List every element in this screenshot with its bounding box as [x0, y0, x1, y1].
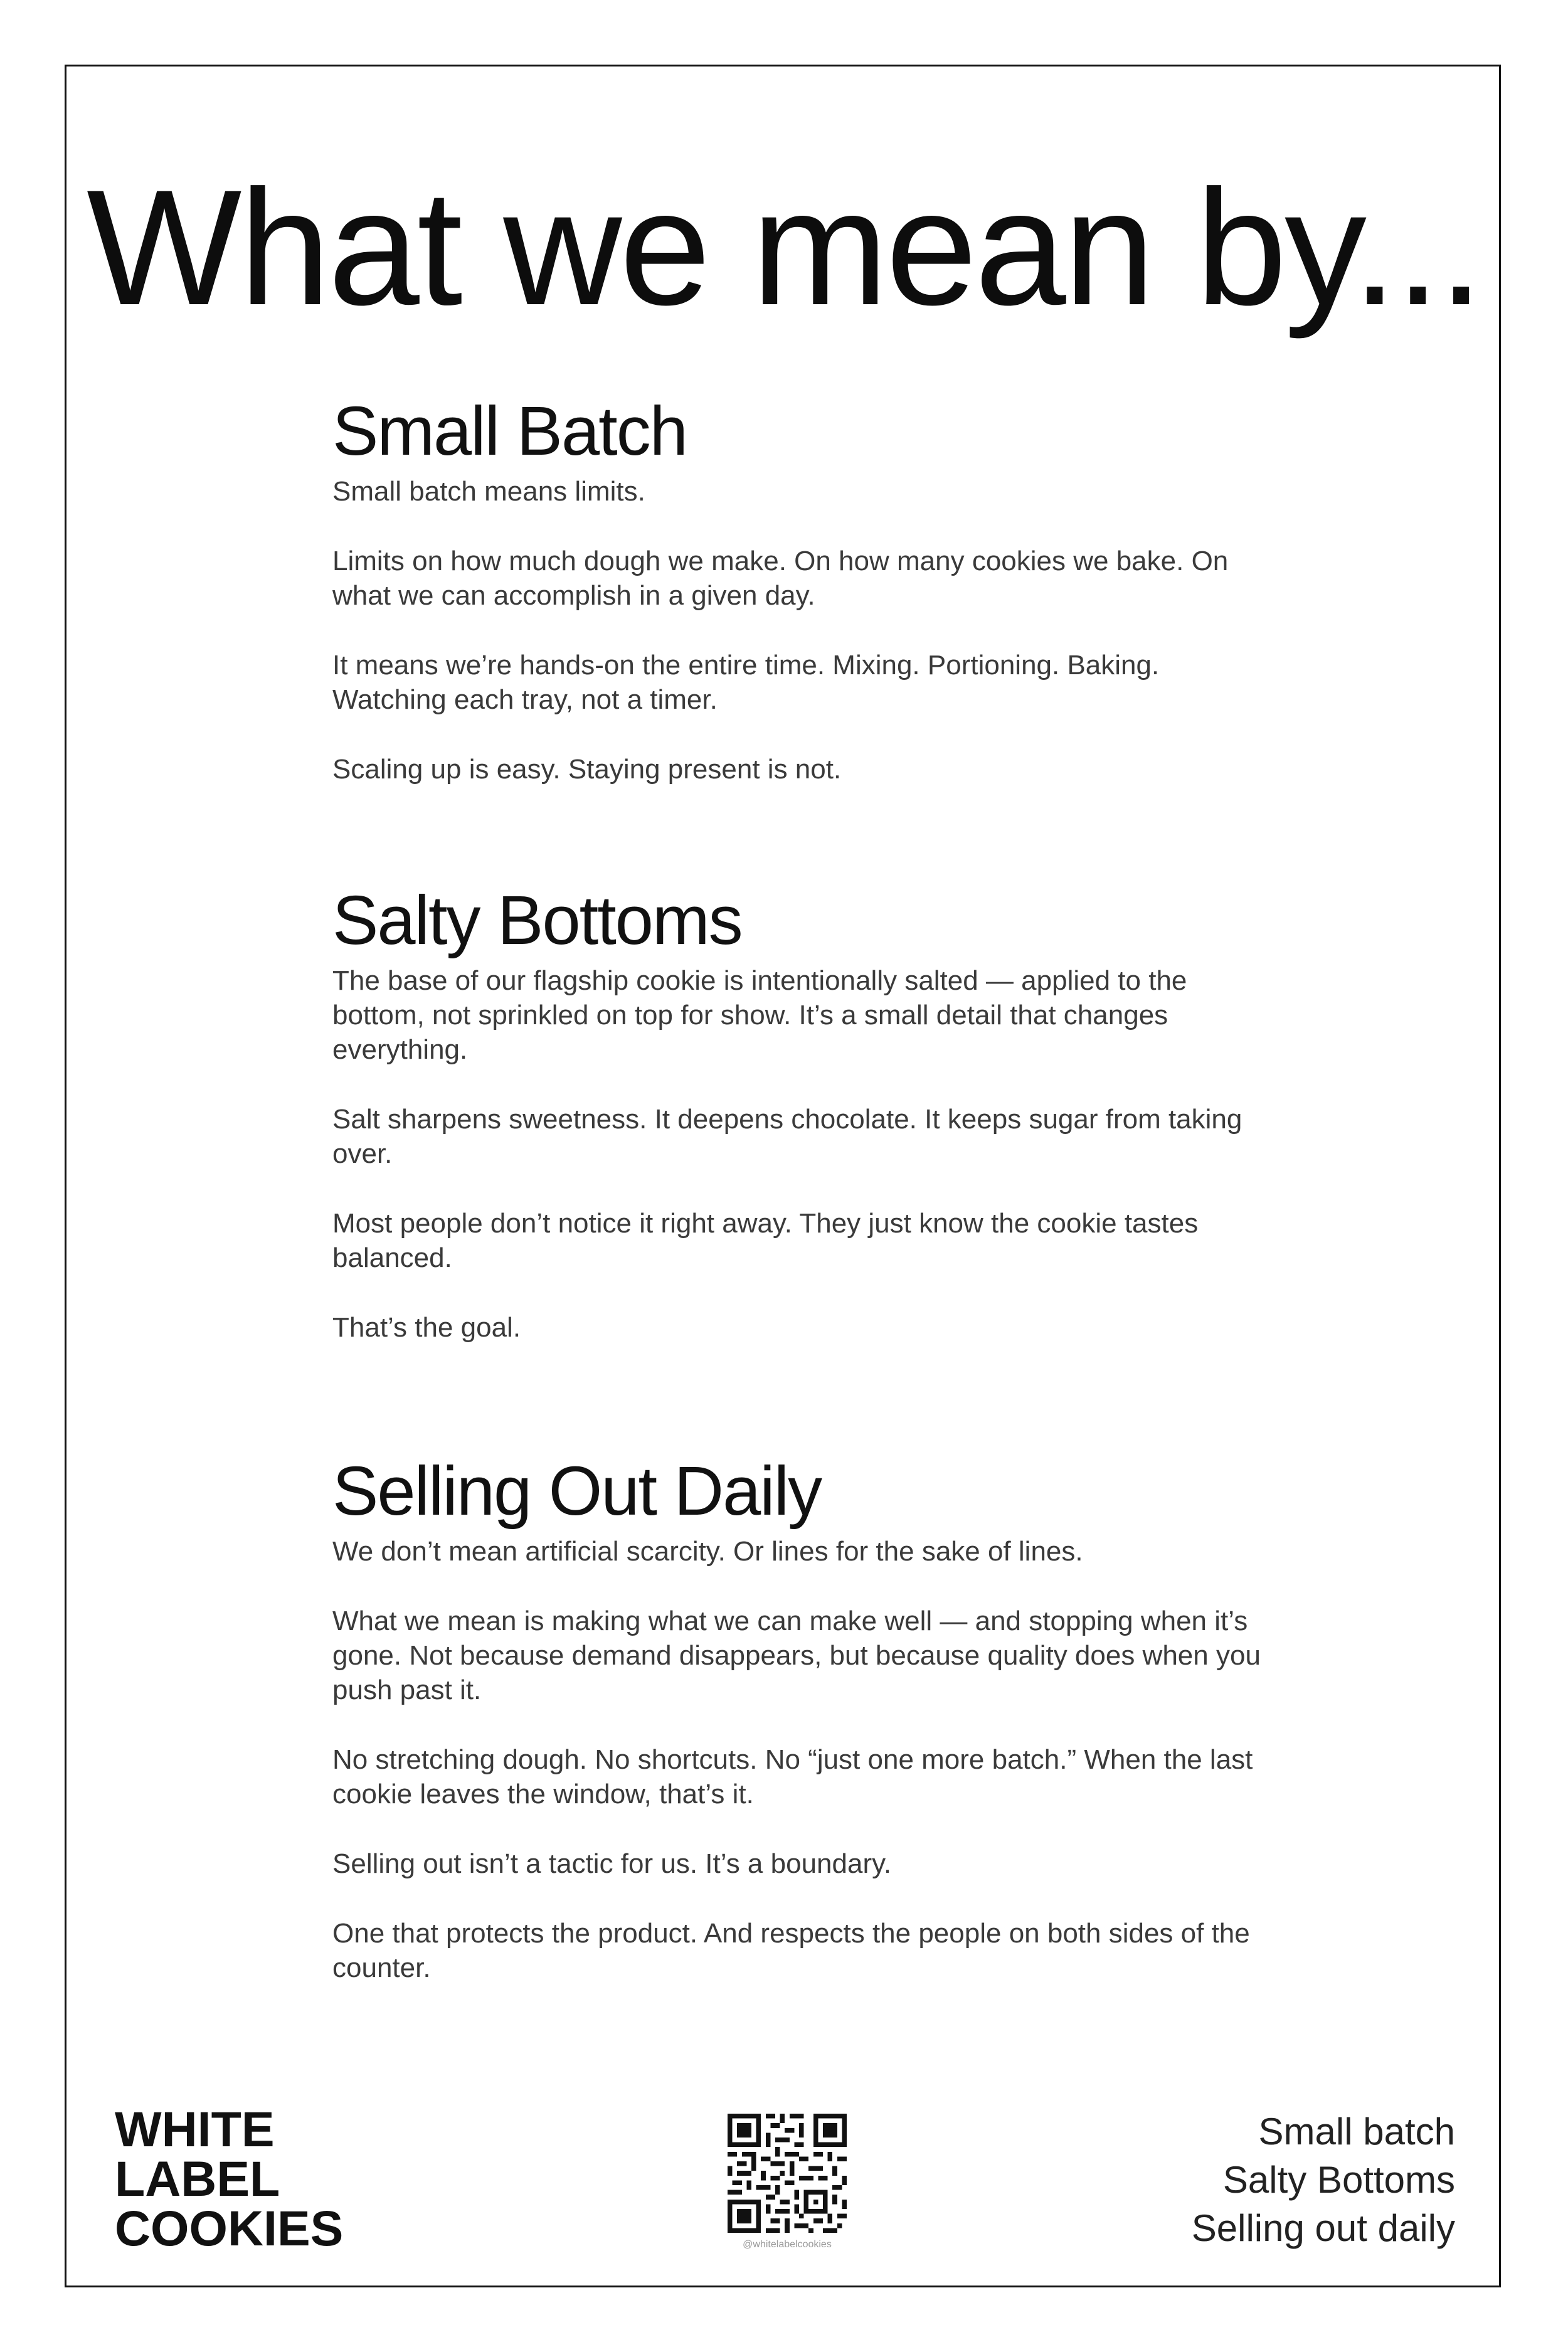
section-paragraph: Small batch means limits. [332, 476, 645, 507]
brand-line: COOKIES [115, 2200, 344, 2256]
section-salty-bottoms [332, 881, 1273, 1380]
brand-line: LABEL [115, 2151, 280, 2206]
qr-code-block[interactable] [728, 2114, 847, 2252]
section-selling-out-daily [332, 1452, 1273, 2020]
tagline-line: Small batch [1258, 2111, 1455, 2153]
section-heading: Small Batch [332, 393, 687, 470]
section-paragraph: Selling out isn’t a tactic for us. It’s a boundary. [332, 1848, 892, 1879]
section-paragraph: That’s the goal. [332, 1312, 521, 1343]
section-paragraph: Most people don’t notice it right away. They just know the cookie tastes balanced. [332, 1208, 1199, 1273]
tagline-line: Salty Bottoms [1222, 2159, 1455, 2201]
section-paragraph: No stretching dough. No shortcuts. No “just one more batch.” When the last cookie leaves the window, that’s it. [332, 1744, 1253, 1809]
brand-logo [115, 2101, 344, 2256]
section-paragraph: The base of our flagship cookie is intentionally salted — applied to the bottom, not sprinkled on top for show. It’s a small detail that changes everything. [332, 965, 1187, 1065]
section-paragraph: What we mean is making what we can make well — and stopping when it’s gone. Not because demand disappears, but because quality does when you push past it. [332, 1606, 1261, 1705]
section-small-batch [332, 392, 1273, 822]
section-heading: Salty Bottoms [332, 882, 742, 959]
section-paragraph: Salt sharpens sweetness. It deepens chocolate. It keeps sugar from taking over. [332, 1104, 1242, 1169]
section-paragraph: Scaling up is easy. Staying present is not. [332, 754, 842, 785]
section-paragraph: It means we’re hands-on the entire time. Mixing. Portioning. Baking. Watching each tray, not a timer. [332, 650, 1160, 715]
qr-code-icon[interactable] [728, 2114, 847, 2233]
brand-line: WHITE [115, 2101, 275, 2157]
section-paragraph: One that protects the product. And respects the people on both sides of the counter. [332, 1918, 1250, 1983]
section-paragraph: We don’t mean artificial scarcity. Or lines for the sake of lines. [332, 1536, 1083, 1567]
tagline-line: Selling out daily [1191, 2207, 1455, 2249]
section-paragraph: Limits on how much dough we make. On how many cookies we bake. On what we can accomplish in a given day. [332, 546, 1229, 611]
section-heading: Selling Out Daily [332, 1453, 822, 1530]
page-title: What we mean by... [87, 156, 1481, 339]
tagline [1192, 2107, 1455, 2252]
qr-caption: @whitelabelcookies [743, 2239, 832, 2250]
